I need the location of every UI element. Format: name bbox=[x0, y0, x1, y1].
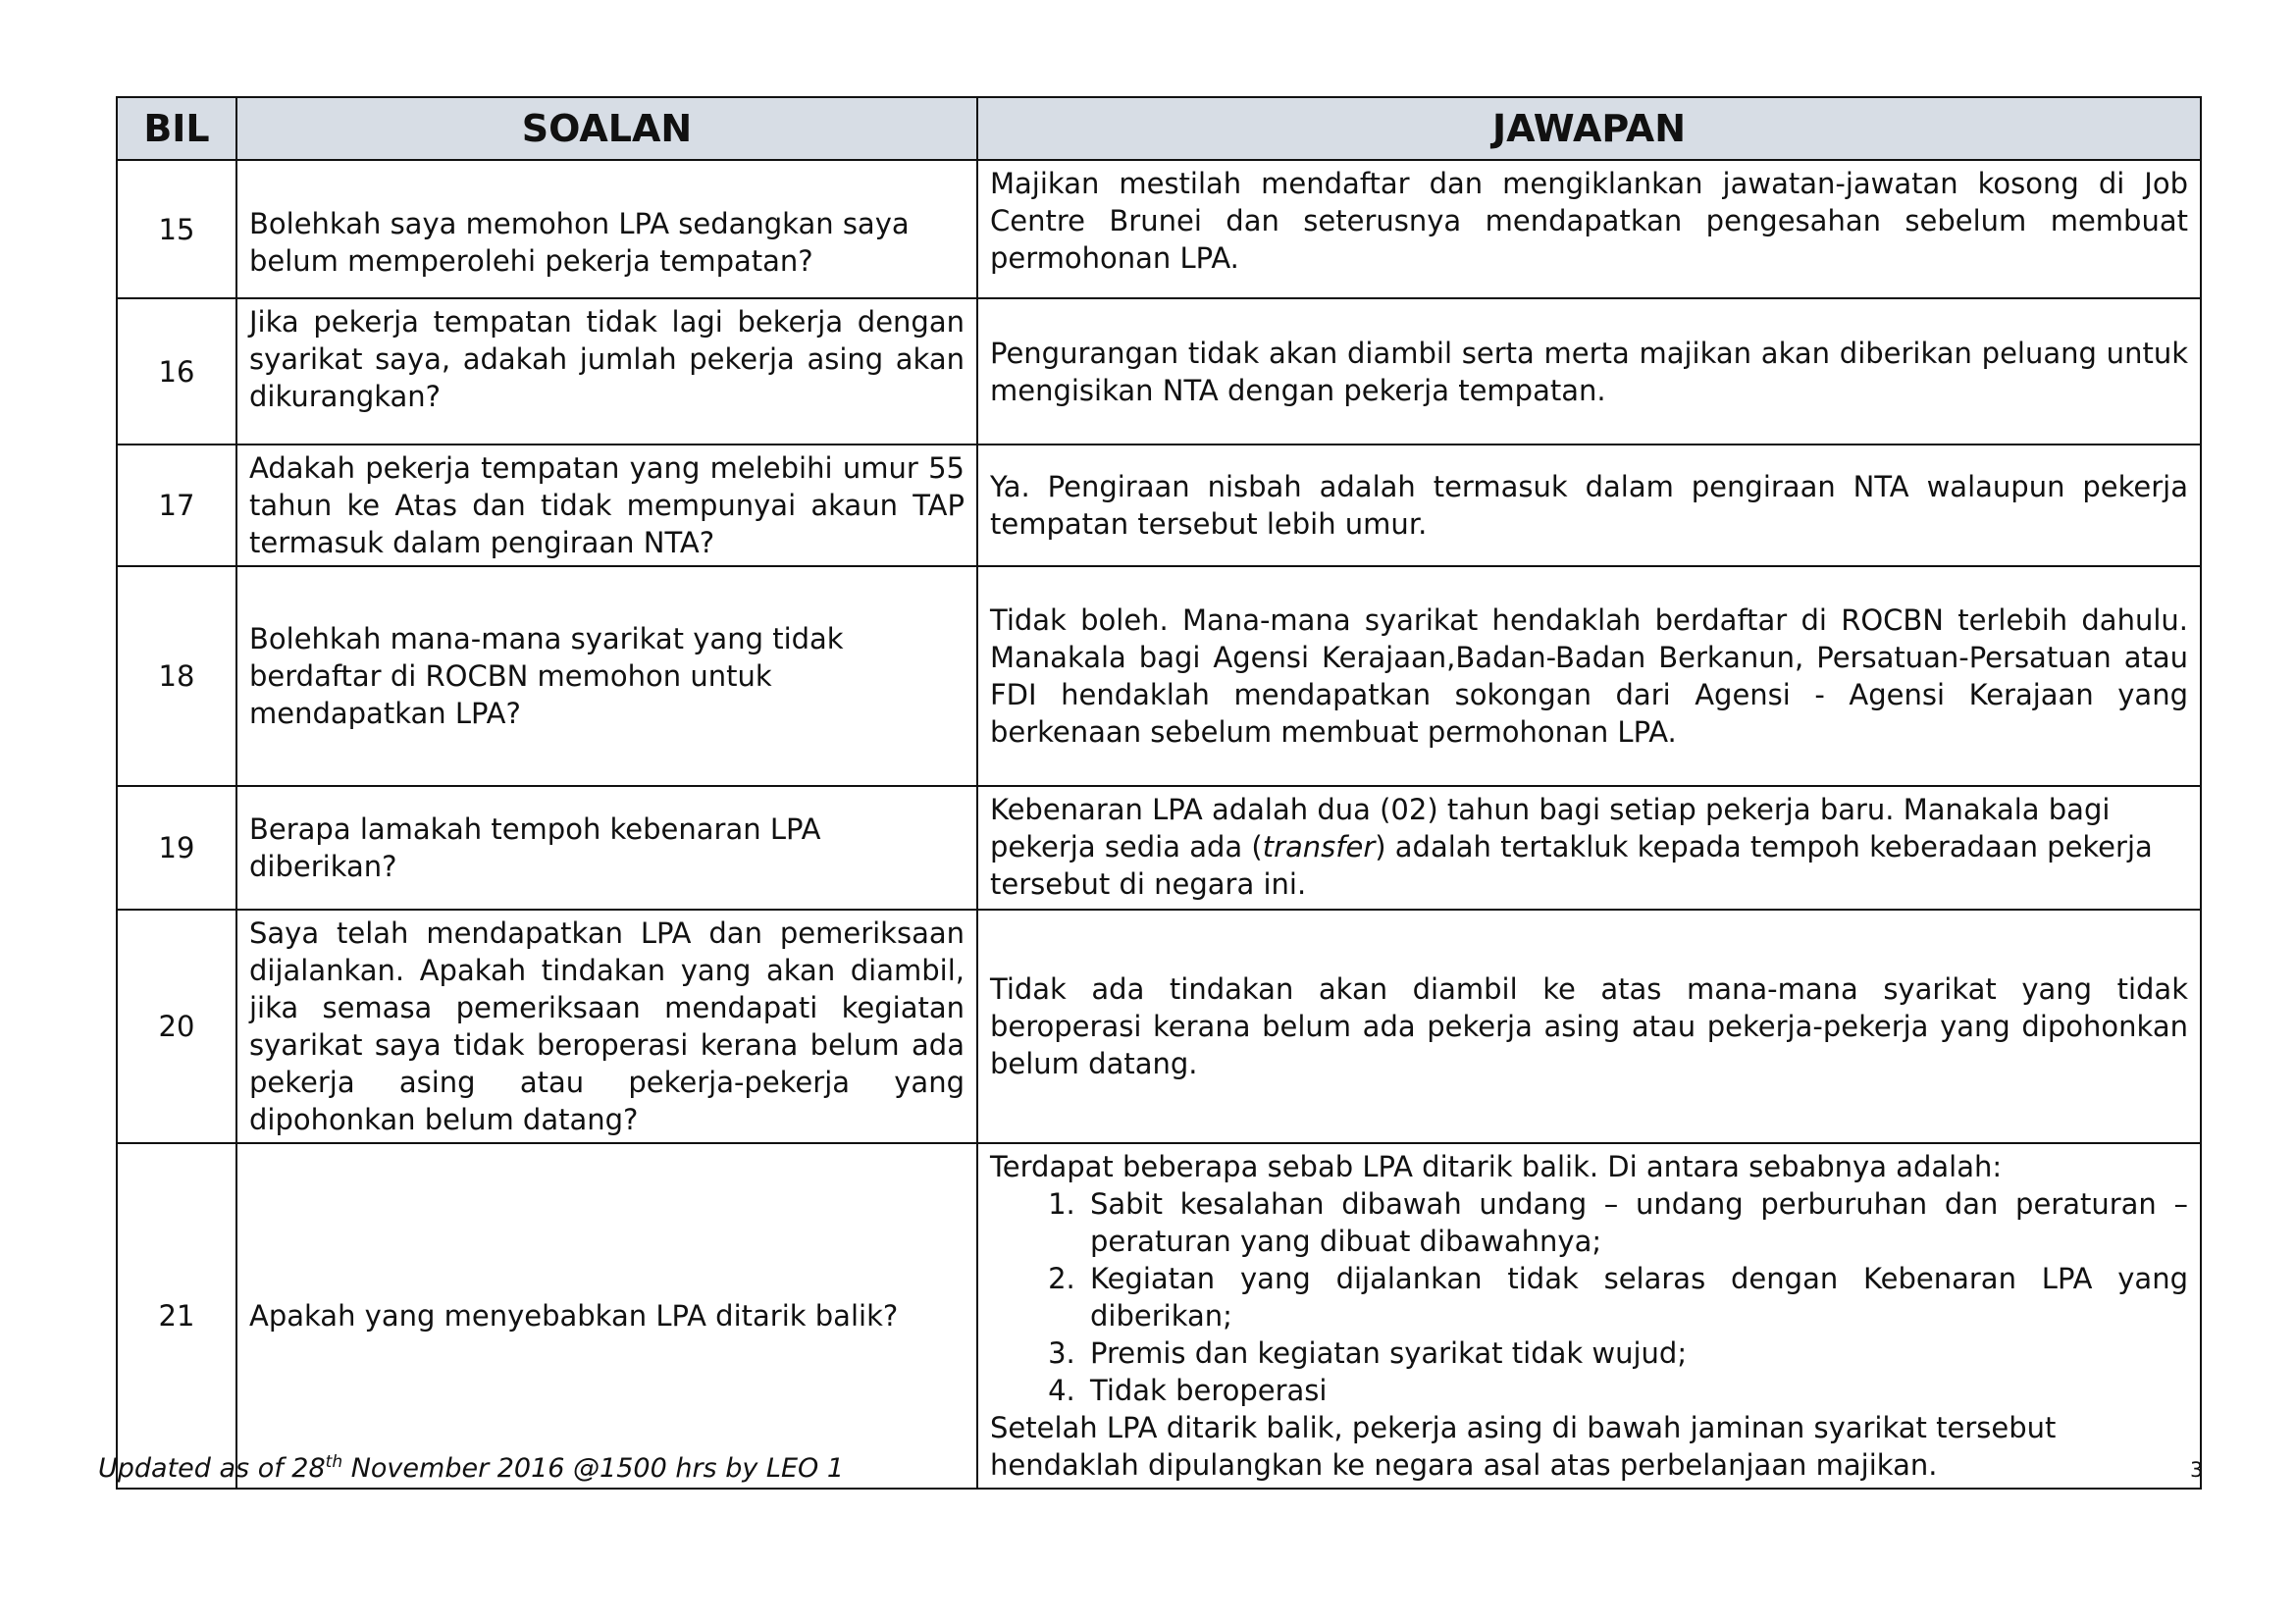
row-number: 17 bbox=[117, 445, 236, 566]
row-number: 16 bbox=[117, 298, 236, 445]
table-row bbox=[117, 298, 2201, 445]
answer-cell bbox=[977, 1143, 2204, 1489]
table-row bbox=[117, 1143, 2201, 1489]
reason-list bbox=[990, 1185, 2188, 1409]
list-item: 2. Kegiatan yang dijalankan tidak selaras dengan Kebenaran LPA yang diberikan; bbox=[1084, 1260, 2188, 1334]
question-cell: Saya telah mendapatkan LPA dan pemeriksaan dijalankan. Apakah tindakan yang akan diambil, jika semasa pemeriksaan mendapati kegiatan syarikat saya tidak beroperasi kerana belum ada pekerja asing atau pekerja-pekerja yang dipohonkan belum datang? bbox=[236, 910, 977, 1143]
row-number: 18 bbox=[117, 566, 236, 786]
list-item: 3. Premis dan kegiatan syarikat tidak wujud; bbox=[1084, 1334, 2188, 1372]
question-cell: Jika pekerja tempatan tidak lagi bekerja dengan syarikat saya, adakah jumlah pekerja asing akan dikurangkan? bbox=[236, 298, 977, 445]
table-row bbox=[117, 160, 2201, 298]
question-cell: Berapa lamakah tempoh kebenaran LPA diberikan? bbox=[236, 786, 977, 910]
row-number: 20 bbox=[117, 910, 236, 1143]
footer-note bbox=[98, 1452, 844, 1484]
answer-outro: Setelah LPA ditarik balik, pekerja asing di bawah jaminan syarikat tersebut hendaklah dipulangkan ke negara asal atas perbelanjaan majikan. bbox=[990, 1411, 2057, 1482]
header-bil: BIL bbox=[117, 97, 236, 160]
answer-italic-term: transfer bbox=[1262, 830, 1376, 863]
answer-cell: Majikan mestilah mendaftar dan mengiklankan jawatan-jawatan kosong di Job Centre Brunei dan seterusnya mendapatkan pengesahan sebelum membuat permohonan LPA. bbox=[977, 160, 2201, 298]
list-item: 1. Sabit kesalahan dibawah undang – undang perburuhan dan peraturan – peraturan yang dibuat dibawahnya; bbox=[1084, 1185, 2188, 1260]
answer-cell: Ya. Pengiraan nisbah adalah termasuk dalam pengiraan NTA walaupun pekerja tempatan tersebut lebih umur. bbox=[977, 445, 2201, 566]
answer-cell bbox=[977, 786, 2201, 910]
answer-text: Kebenaran LPA adalah dua (02) tahun bagi setiap pekerja baru. Manakala bagi pekerja sedia ada ( bbox=[990, 793, 2111, 863]
answer-intro: Terdapat beberapa sebab LPA ditarik balik. Di antara sebabnya adalah: bbox=[990, 1150, 2003, 1183]
header-soalan: SOALAN bbox=[236, 97, 977, 160]
answer-cell: Tidak boleh. Mana-mana syarikat hendaklah berdaftar di ROCBN terlebih dahulu. Manakala bagi Agensi Kerajaan,Badan-Badan Berkanun, Persatuan-Persatuan atau FDI hendaklah mendapatkan sokongan dari Agensi - Agensi Kerajaan yang berkenaan sebelum membuat permohonan LPA. bbox=[977, 566, 2201, 786]
footer-prefix: Updated as of 28 bbox=[98, 1453, 326, 1484]
footer-suffix: November 2016 @1500 hrs by LEO 1 bbox=[342, 1453, 845, 1484]
question-cell: Bolehkah mana-mana syarikat yang tidak berdaftar di ROCBN memohon untuk mendapatkan LPA? bbox=[236, 566, 977, 786]
header-row bbox=[117, 97, 2201, 160]
table-row bbox=[117, 566, 2201, 786]
answer-cell: Tidak ada tindakan akan diambil ke atas mana-mana syarikat yang tidak beroperasi kerana belum ada pekerja asing atau pekerja-pekerja yang dipohonkan belum datang. bbox=[977, 910, 2201, 1143]
answer-text: ) adalah tertakluk kepada tempoh keberadaan pekerja tersebut di negara ini. bbox=[990, 830, 2153, 901]
row-number: 19 bbox=[117, 786, 236, 910]
footer-superscript: th bbox=[325, 1452, 343, 1472]
table-row bbox=[117, 445, 2201, 566]
row-number: 15 bbox=[117, 160, 236, 298]
question-cell: Bolehkah saya memohon LPA sedangkan saya belum memperolehi pekerja tempatan? bbox=[236, 160, 977, 298]
question-cell: Apakah yang menyebabkan LPA ditarik balik? bbox=[236, 1143, 977, 1489]
page-number: 3 bbox=[2190, 1458, 2204, 1482]
row-number: 21 bbox=[117, 1143, 236, 1489]
answer-cell: Pengurangan tidak akan diambil serta merta majikan akan diberikan peluang untuk mengisikan NTA dengan pekerja tempatan. bbox=[977, 298, 2201, 445]
table-row bbox=[117, 910, 2201, 1143]
header-jawapan: JAWAPAN bbox=[977, 97, 2201, 160]
list-item: 4. Tidak beroperasi bbox=[1084, 1372, 2188, 1409]
table-row bbox=[117, 786, 2201, 910]
question-cell: Adakah pekerja tempatan yang melebihi umur 55 tahun ke Atas dan tidak mempunyai akaun TAP termasuk dalam pengiraan NTA? bbox=[236, 445, 977, 566]
faq-table bbox=[116, 96, 2202, 1490]
